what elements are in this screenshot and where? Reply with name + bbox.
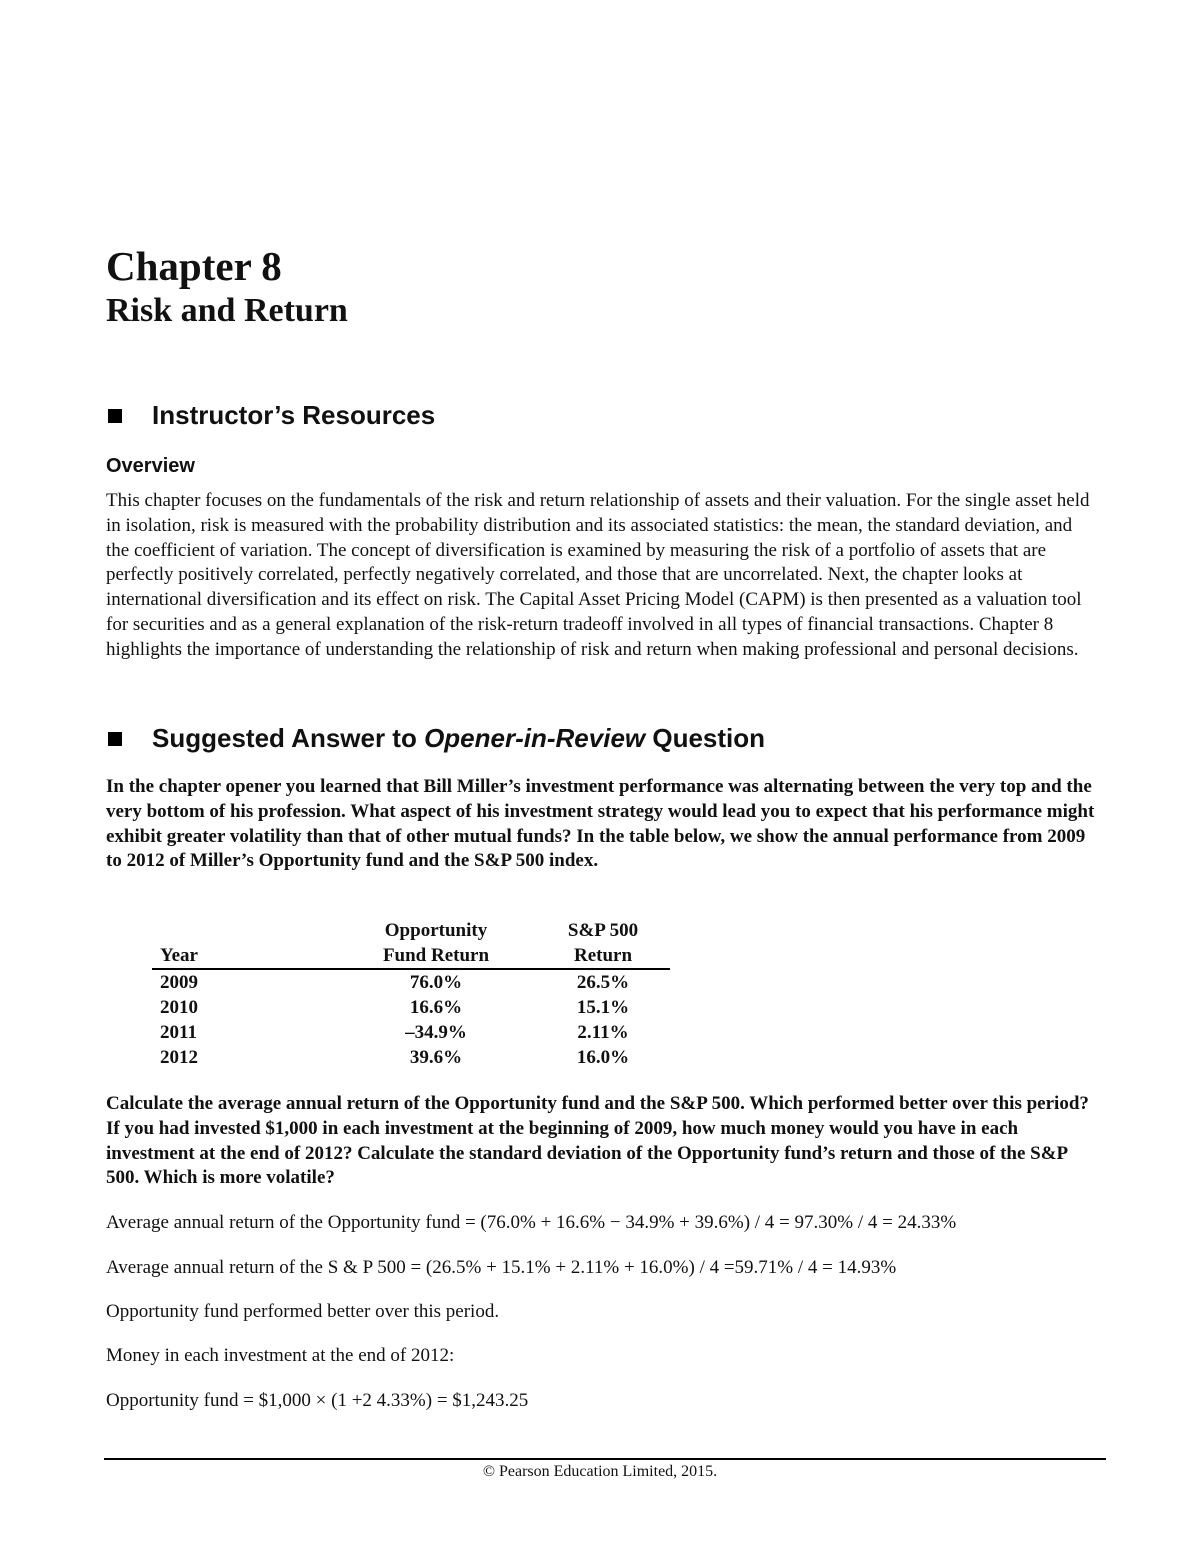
- chapter-number: Chapter 8: [106, 243, 282, 289]
- square-bullet-icon: [108, 409, 122, 423]
- header-cell: Year: [152, 943, 336, 969]
- section-heading-text: Instructor’s Resources: [152, 400, 436, 430]
- sp500-return-cell: 16.0%: [576, 1047, 630, 1068]
- sp500-return-cell: 26.5%: [576, 972, 630, 993]
- section-heading-opener-answer: [108, 723, 765, 754]
- section-heading-italic: Opener-in-Review: [424, 723, 646, 753]
- header-cell: Fund Return: [336, 943, 536, 969]
- opportunity-return-cell: –34.9%: [405, 1022, 467, 1043]
- header-cell: S&P 500: [567, 920, 639, 941]
- opportunity-return-cell: 76.0%: [409, 972, 463, 993]
- sp500-return-cell: 15.1%: [576, 997, 630, 1018]
- year-cell: 2009: [160, 972, 198, 993]
- opportunity-return-cell: 39.6%: [409, 1047, 463, 1068]
- answer-line: Opportunity fund performed better over this period.: [106, 1301, 500, 1322]
- table-header-row: [152, 918, 670, 943]
- year-cell: 2011: [160, 1022, 197, 1043]
- table-row: [152, 995, 670, 1020]
- performance-table: [152, 918, 670, 1070]
- table-header-row: [152, 943, 670, 969]
- overview-paragraph: This chapter focuses on the fundamentals of the risk and return relationship of assets and their valuation. For the single asset held in isolation, risk is measured with the probability distribution and its associated statistics: the mean, the standard deviation, and the coefficient of variation. The concept of diversification is examined by measuring the risk of a portfolio of assets that are perfectly positively correlated, perfectly negatively correlated, and those that are uncorrelated. Next, the chapter looks at international diversification and its effect on risk. The Capital Asset Pricing Model (CAPM) is then presented as a valuation tool for securities and as a general explanation of the risk-return tradeoff involved in all types of financial transactions. Chapter 8 highlights the importance of understanding the relationship of risk and return when making professional and personal decisions.: [106, 490, 1090, 660]
- year-cell: 2012: [160, 1047, 198, 1068]
- calculation-question: Calculate the average annual return of the Opportunity fund and the S&P 500. Which performed better over this period? If you had invested $1,000 in each investment at the beginning of 2009, how much money would you have in each investment at the end of 2012? Calculate the standard deviation of the Opportunity fund’s return and those of the S&P 500. Which is more volatile?: [106, 1093, 1089, 1189]
- year-cell: 2010: [160, 997, 198, 1018]
- header-cell: Opportunity: [384, 920, 488, 941]
- section-heading-instructors-resources: [108, 400, 435, 431]
- square-bullet-icon: [108, 732, 122, 746]
- opener-question: In the chapter opener you learned that Bill Miller’s investment performance was alternating between the very top and the very bottom of his profession. What aspect of his investment strategy would lead you to expect that his performance might exhibit greater volatility than that of other mutual funds? In the table below, we show the annual performance from 2009 to 2012 of Miller’s Opportunity fund and the S&P 500 index.: [106, 776, 1095, 872]
- section-heading-suffix: Question: [645, 723, 766, 753]
- footer-divider: [104, 1458, 1106, 1460]
- copyright-footer: © Pearson Education Limited, 2015.: [482, 1463, 718, 1480]
- header-cell: Return: [536, 943, 670, 969]
- answer-line: Average annual return of the Opportunity fund = (76.0% + 16.6% − 34.9% + 39.6%) / 4 = 97.30% / 4 = 24.33%: [106, 1212, 957, 1233]
- answer-line: Average annual return of the S & P 500 = (26.5% + 15.1% + 2.11% + 16.0%) / 4 =59.71% / 4 = 14.93%: [106, 1257, 897, 1278]
- answer-line: Money in each investment at the end of 2012:: [106, 1345, 455, 1366]
- chapter-title: Risk and Return: [106, 292, 348, 329]
- overview-heading: Overview: [106, 455, 195, 477]
- table-row: [152, 969, 670, 995]
- table-row: [152, 1020, 670, 1045]
- opportunity-return-cell: 16.6%: [409, 997, 463, 1018]
- header-cell: [152, 918, 336, 943]
- sp500-return-cell: 2.11%: [577, 1022, 629, 1043]
- section-heading-prefix: Suggested Answer to: [152, 723, 425, 753]
- answer-line: Opportunity fund = $1,000 × (1 +2 4.33%) = $1,243.25: [106, 1390, 529, 1411]
- table-row: [152, 1045, 670, 1070]
